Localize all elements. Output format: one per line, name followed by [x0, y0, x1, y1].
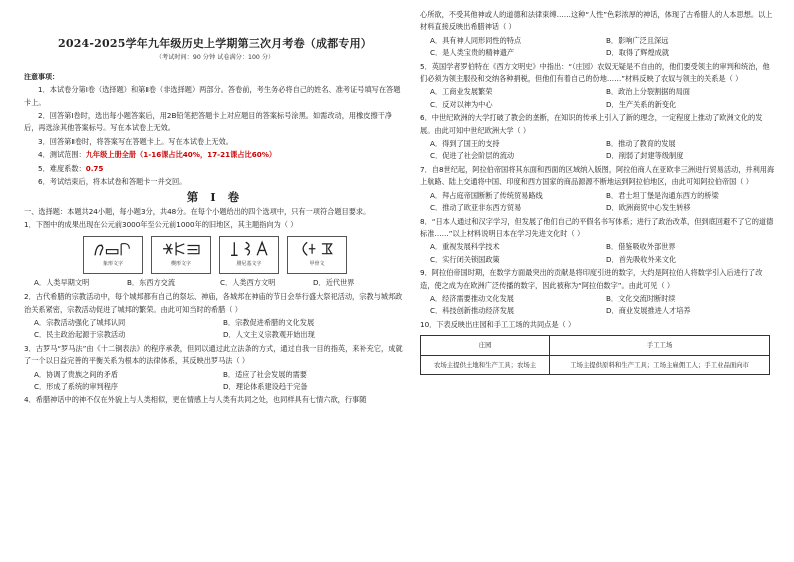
- cuneiform-icon: [155, 239, 207, 259]
- q5-option-d[interactable]: D．生产关系的新变化: [606, 99, 677, 109]
- exam-subtitle: （考试时间：90 分钟 试卷满分：100 分）: [155, 54, 275, 62]
- q9-option-d[interactable]: D．商业发展推进人才培养: [606, 306, 691, 316]
- test-range-value: 九年级上册全册（1-16课占比40%，17-21课占比60%）: [85, 150, 277, 160]
- q5-option-c[interactable]: C．反对以神为中心: [430, 99, 493, 109]
- q3-option-b[interactable]: B．适应了社会发展的需要: [223, 369, 307, 379]
- question-8-options: [420, 241, 776, 266]
- question-4-options: [420, 35, 776, 60]
- q1-option-c[interactable]: C．人类西方文明: [220, 277, 276, 287]
- q7-option-b[interactable]: B．君士坦丁堡是沟通东西方的桥梁: [606, 190, 719, 200]
- notice-item-2: 2．回答第Ⅰ卷时，选出每小题答案后，用2B铅笔把答题卡上对应题目的答案标号涂黑。如需改动，用橡皮擦干净后，再选涂其他答案标号。写在本试卷上无效。: [24, 111, 393, 133]
- table-header-workshop: 手工工场: [550, 336, 770, 355]
- caption-cuneiform: 楔形文字: [170, 261, 191, 268]
- notice-item-3: 3．回答第Ⅱ卷时，将答案写在答题卡上。写在本试卷上无效。: [38, 136, 233, 146]
- question-7-text: 7．自8世纪起，阿拉伯帝国将其东面和西面的区域纳入版图，阿拉伯商人在亚欧非三洲进行贸易活动，并利用海上航路、陆上交通将中国、印度和西方国家的商品源源不断地运到阿拉伯地区，由此可知阿拉伯帝国（ ）: [420, 164, 775, 187]
- question-1-options: [24, 277, 406, 289]
- q5-option-a[interactable]: A．工商业发展繁荣: [430, 87, 493, 97]
- question-10-text: 10．下表反映出庄园和手工工场的共同点是（ ）: [420, 319, 576, 329]
- q6-option-d[interactable]: D．削弱了封建等级制度: [606, 151, 684, 161]
- table-row: [421, 355, 770, 374]
- q8-option-b[interactable]: B．借鉴吸收外部世界: [606, 242, 676, 252]
- q2-option-a[interactable]: A．宗教活动强化了城邦认同: [34, 317, 126, 327]
- question-3-text: 3．古罗马“罗马法”由《十二铜表法》的程序承袭，但同以通过此立法条的方式，通过自我一目的指英，来补充它，成就了一个以日益完善的平衡关系为根本的法律体系，其反映出罗马法（ ）: [24, 343, 403, 366]
- cuneiform-box: [151, 236, 211, 274]
- caption-oracle-bone: 甲骨文: [309, 261, 325, 268]
- q1-option-d[interactable]: D．近代世界: [313, 277, 355, 287]
- q3-option-c[interactable]: C．形成了系统的审判程序: [34, 381, 119, 391]
- q7-option-a[interactable]: A．拜占庭帝国断断了传统贸易路线: [430, 190, 543, 200]
- q7-option-c[interactable]: C．推动了欧亚非东西方贸易: [430, 203, 522, 213]
- question-6-options: [420, 138, 776, 163]
- question-8-text: 8．“日本人通过和汉字学习，但发展了他们自己的平假名书写体系；进行了政治改革，但到底回避不了它的道德标准……”以上材料说明日本在学习先进文化时（ ）: [420, 216, 774, 238]
- q5-option-b[interactable]: B．政治上分裂割据的局面: [606, 87, 690, 97]
- section-instruction: 一、选择题：本题共24小题，每小题3分，共48分。在每个小题给出的四个选项中，只有一项符合题目要求。: [24, 206, 371, 216]
- q6-option-a[interactable]: A．得到了国王的支持: [430, 139, 500, 149]
- question-9-options: [420, 293, 776, 318]
- notice-item-6: 6．考试结束后，将本试卷和答题卡一并交回。: [38, 177, 187, 187]
- caption-hieroglyph: 象形文字: [102, 261, 123, 268]
- q8-option-a[interactable]: A．重视发展科学技术: [430, 242, 500, 252]
- q4-option-b[interactable]: B．影响广泛且深远: [606, 35, 669, 45]
- q9-option-c[interactable]: C．科技创新推动经济发展: [430, 306, 515, 316]
- question-2-text: 2．古代希腊的宗教活动中，每个城邦都有自己的祭坛、神庙，各城邦在神庙的节日会举行盛大祭祀活动，宗教与城邦政治关系紧密，宗教活动促进了城邦的繁荣。由此可知当时的希腊（ ）: [24, 292, 403, 314]
- q4-option-d[interactable]: D．取得了辉煌成就: [606, 48, 670, 58]
- notice-item-4: [24, 149, 406, 161]
- q7-option-d[interactable]: D．欧洲商贸中心发生转移: [606, 203, 691, 213]
- q6-option-c[interactable]: C．促进了社会阶层的流动: [430, 151, 515, 161]
- table-cell-manor: 农场主提供土地和生产工具；农场主: [421, 355, 550, 374]
- question-2-options: [24, 317, 406, 342]
- notice-item-4-label: 4．测试范围：: [38, 150, 86, 160]
- right-column: [420, 8, 776, 375]
- question-6-text: 6．中世纪欧洲的大学打破了教会的垄断，在知识的传承上引入了新的理念，一定程度上推动了欧洲文化的发展。由此可知中世纪欧洲大学（ ）: [420, 113, 763, 135]
- exam-title: 2024-2025学年九年级历史上学期第三次月考卷（成都专用）: [58, 37, 372, 50]
- phoenician-icon: [223, 239, 275, 259]
- q4-option-a[interactable]: A．具有神人同形同性的特点: [430, 35, 522, 45]
- notice-item-1: 1．本试卷分第Ⅰ卷（选择题）和第Ⅱ卷（非选择题）两部分。答卷前，考生务必将自己的姓名、准考证号填写在答题卡上。: [24, 85, 401, 107]
- q6-option-b[interactable]: B．推动了教育的发展: [606, 139, 676, 149]
- question-5-text: 5．英国学者罗伯特在《西方文明史》中指出：“（庄园）农奴无疑是不自由的，他们要受领主的审判和统治，他们必须为领主服役和交纳各种捐税，但他们有着自己的份地……”材料反映了农奴与领主的关系是（ ）: [420, 61, 770, 84]
- q1-option-b[interactable]: B．东西方交流: [127, 277, 176, 287]
- oracle-bone-icon: [291, 239, 343, 259]
- caption-phoenician: 腓尼基文字: [236, 261, 262, 268]
- table-header-row: [421, 336, 770, 355]
- ancient-scripts-figure: [24, 236, 406, 274]
- q2-option-d[interactable]: D．人文主义宗教观开始出现: [223, 330, 315, 340]
- q8-option-d[interactable]: D．首先吸收外来文化: [606, 254, 677, 264]
- left-column: [24, 8, 406, 408]
- q2-option-c[interactable]: C．民主政治起源于宗教活动: [34, 330, 126, 340]
- question-9-text: 9．阿拉伯帝国时期，在数学方面最突出的贡献是将印度引进的数字，大约是阿拉伯人将数学引入后进行了改造，使之成为在欧洲广泛传播的数字，因此被称为“阿拉伯数字”。由此可见（ ）: [420, 268, 763, 290]
- q3-option-d[interactable]: D．理论体系建设趋于完备: [223, 381, 308, 391]
- table-header-manor: 庄园: [421, 336, 550, 355]
- question-5-options: [420, 86, 776, 111]
- q4-option-c[interactable]: C．是人类宝贵的精神遗产: [430, 48, 515, 58]
- q8-option-c[interactable]: C．实行闭关锁国政策: [430, 254, 500, 264]
- oracle-bone-box: [287, 236, 347, 274]
- comparison-table: [420, 335, 770, 375]
- q9-option-b[interactable]: B．文化交流时断时续: [606, 293, 676, 303]
- question-3-options: [24, 369, 406, 394]
- phoenician-box: [219, 236, 279, 274]
- hieroglyph-icon: [87, 239, 139, 259]
- difficulty-value: 0.75: [85, 163, 104, 173]
- volume-title: 第 Ⅰ 卷: [186, 190, 244, 205]
- q1-option-a[interactable]: A．人类早期文明: [34, 277, 90, 287]
- q9-option-a[interactable]: A．经济需要推动文化发展: [430, 293, 514, 303]
- notice-label: 注意事项：: [24, 72, 59, 81]
- question-1-text: 1．下图中的成果出现在公元前3000年至公元前1000年的旧地区，其主题指向为（ ）: [24, 220, 298, 230]
- notice-item-5-label: 5．难度系数：: [38, 163, 86, 173]
- q3-option-a[interactable]: A．协调了贵族之间的矛盾: [34, 369, 118, 379]
- question-4-continued: 心所欲，不受其他神或人的道德和法律束缚……这种“人性”色彩浓厚的神话，体现了古希腊人的人本思想。以上材料直接反映出希腊神话（ ）: [420, 10, 773, 32]
- table-cell-workshop: 工场主提供原料和生产工具；工场主雇佣工人；手工业品面向市: [550, 355, 770, 374]
- question-4-text: 4．希腊神话中的神不仅在外貌上与人类相似，更在情感上与人类有共同之处，也同样具有七情六欲，行事随: [24, 395, 367, 405]
- q2-option-b[interactable]: B．宗教促进希腊的文化发展: [223, 317, 315, 327]
- question-7-options: [420, 190, 776, 215]
- hieroglyph-box: [83, 236, 143, 274]
- notice-item-5: [24, 163, 406, 175]
